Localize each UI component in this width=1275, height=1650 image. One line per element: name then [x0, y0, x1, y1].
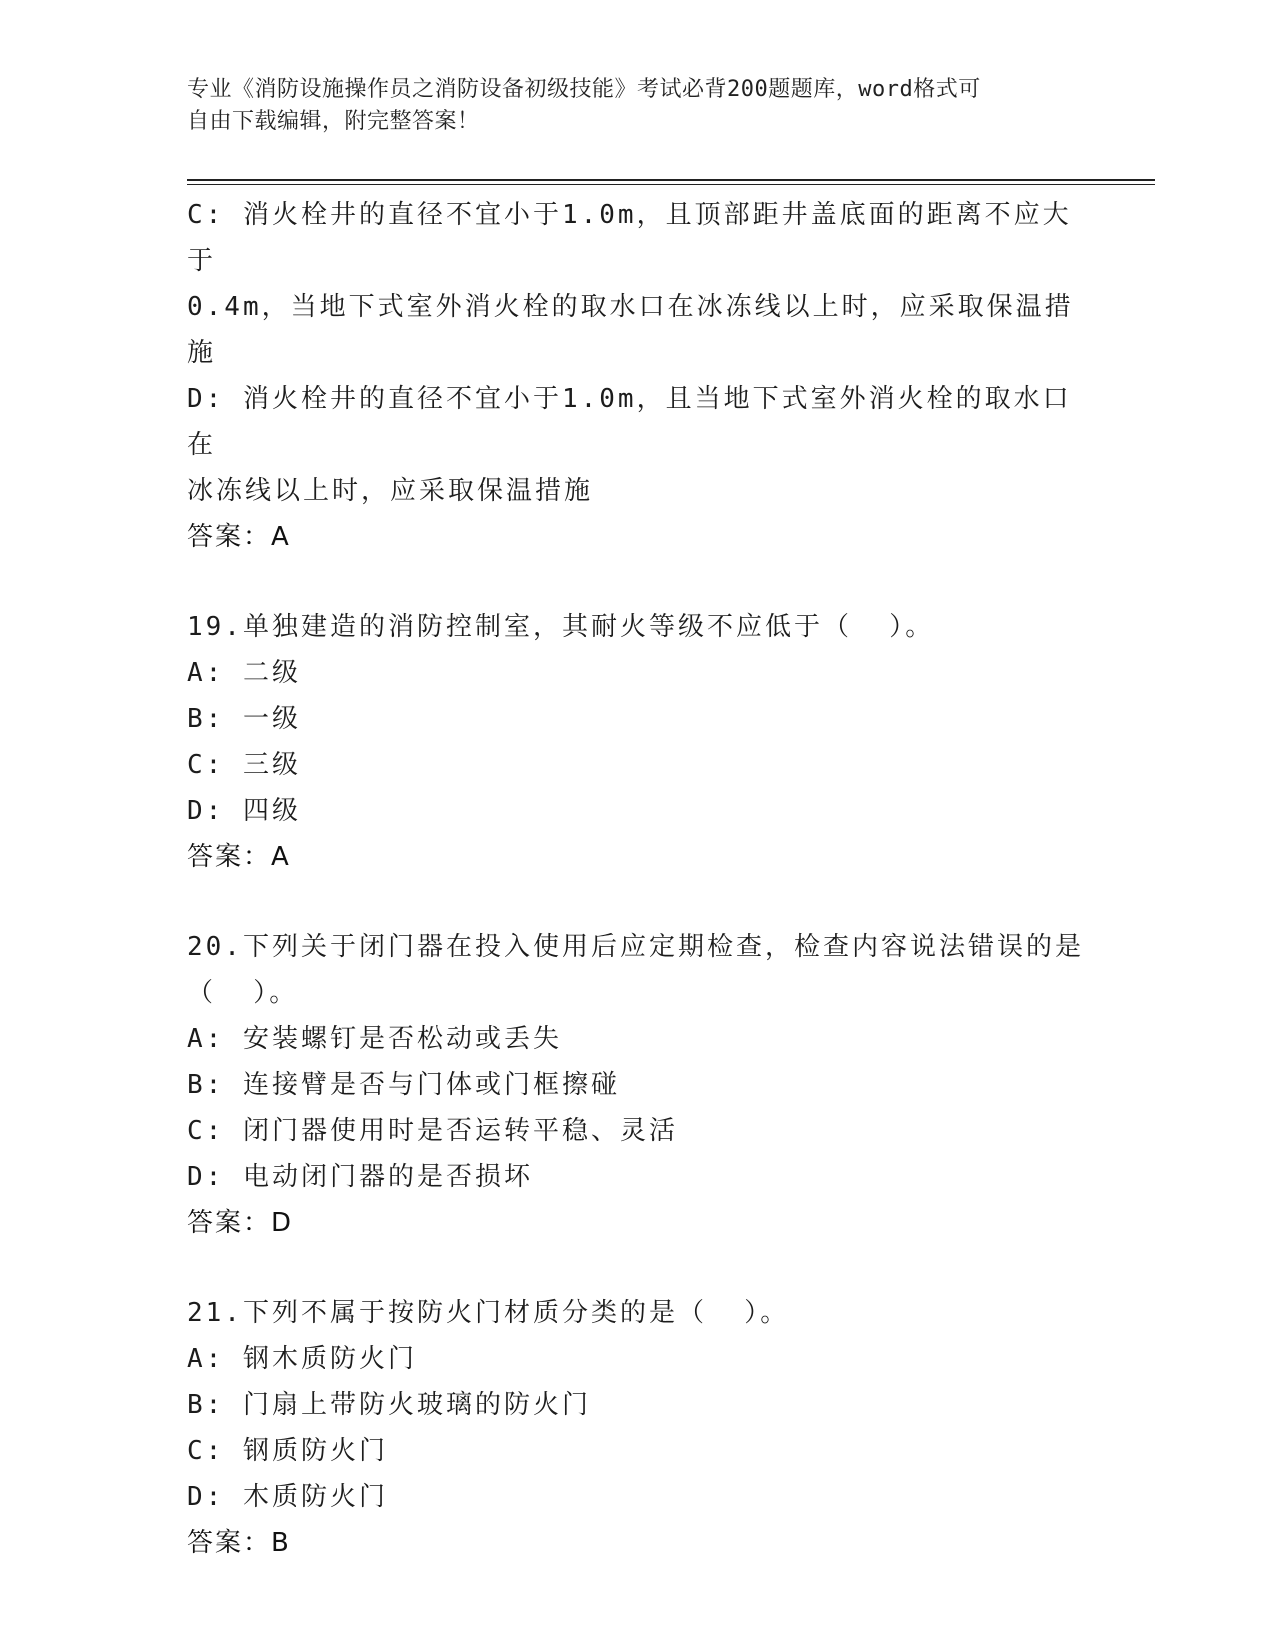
option-d: D: 四级	[187, 796, 301, 826]
option-d-line-1: D: 消火栓井的直径不宜小于1.0m，且当地下式室外消火栓的取水口在	[187, 384, 1072, 460]
option-a: A: 二级	[187, 658, 301, 688]
question-18-tail	[187, 192, 1087, 560]
option-c-line-1: C: 消火栓井的直径不宜小于1.0m，且顶部距井盖底面的距离不应大于	[187, 200, 1072, 276]
answer-21: 答案：B	[187, 1528, 291, 1558]
option-d: D: 木质防火门	[187, 1482, 388, 1512]
spacer	[187, 1246, 1087, 1290]
question-content	[187, 192, 1087, 1566]
question-21	[187, 1290, 1087, 1566]
answer-18: 答案：A	[187, 522, 291, 552]
header-line-2: 自由下载编辑，附完整答案！	[187, 109, 480, 134]
option-b: B: 一级	[187, 704, 301, 734]
header-divider-thick	[187, 179, 1155, 181]
answer-19: 答案：A	[187, 842, 291, 872]
question-20	[187, 924, 1087, 1246]
option-b: B: 门扇上带防火玻璃的防火门	[187, 1390, 591, 1420]
spacer	[187, 880, 1087, 924]
question-20-text-line-2: （ ）。	[187, 978, 299, 1008]
option-d-line-2: 冰冻线以上时，应采取保温措施	[187, 476, 594, 506]
option-b: B: 连接臂是否与门体或门框擦碰	[187, 1070, 620, 1100]
option-c: C: 钢质防火门	[187, 1436, 388, 1466]
option-c-line-2: 0.4m，当地下式室外消火栓的取水口在冰冻线以上时，应采取保温措	[187, 292, 1074, 322]
option-d: D: 电动闭门器的是否损坏	[187, 1162, 533, 1192]
question-21-text: 21.下列不属于按防火门材质分类的是（ ）。	[187, 1298, 790, 1328]
option-a: A: 安装螺钉是否松动或丢失	[187, 1024, 562, 1054]
header-divider-thin	[187, 184, 1155, 185]
spacer	[187, 560, 1087, 604]
question-19-text: 19.单独建造的消防控制室，其耐火等级不应低于（ ）。	[187, 612, 935, 642]
option-c: C: 三级	[187, 750, 301, 780]
question-19	[187, 604, 1087, 880]
question-20-text-line-1: 20.下列关于闭门器在投入使用后应定期检查，检查内容说法错误的是	[187, 932, 1084, 962]
option-a: A: 钢木质防火门	[187, 1344, 417, 1374]
option-c-line-3: 施	[187, 338, 217, 368]
option-c: C: 闭门器使用时是否运转平稳、灵活	[187, 1116, 678, 1146]
answer-20: 答案：D	[187, 1208, 294, 1238]
header-line-1: 专业《消防设施操作员之消防设备初级技能》考试必背200题题库，word格式可	[187, 77, 981, 102]
document-header	[187, 74, 1087, 138]
